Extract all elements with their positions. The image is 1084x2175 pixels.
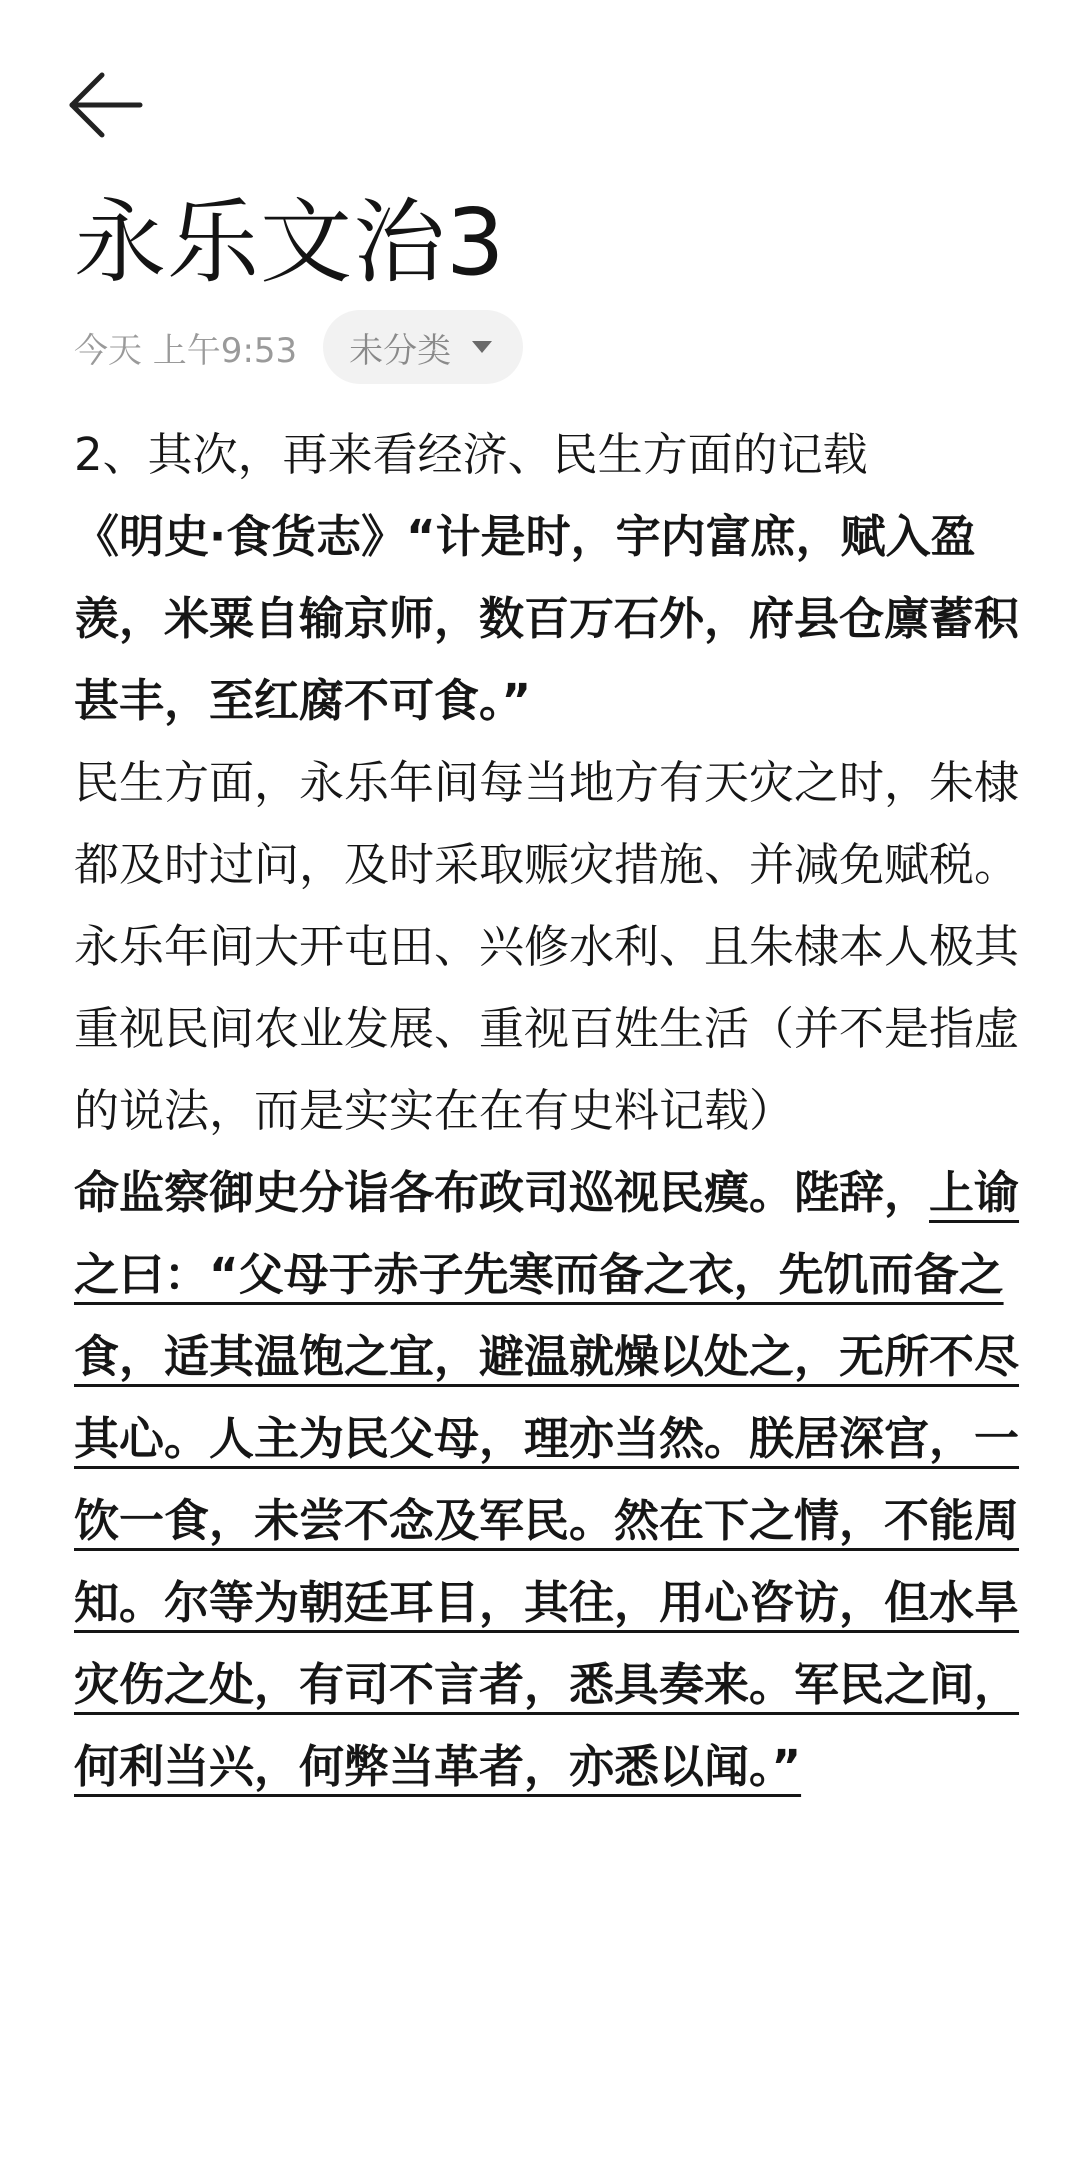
note-timestamp: 今天 上午9:53 xyxy=(74,330,298,371)
edict-quote-underlined: 上谕之曰：“父母于赤子先寒而备之衣，先饥而备之食，适其温饱之宜，避温就燥以处之，无所不尽其心。人主为民父母，理亦当然。朕居深宫，一饮一食，未尝不念及军民。然在下之情，不能周知。尔等为朝廷耳目，其往，用心咨访，但水旱灾伤之处，有司不言者，悉具奏来。军民之间，何利当兴，何弊当革者，亦悉以闻。” xyxy=(74,1166,1020,1793)
arrow-left-icon xyxy=(66,70,146,140)
category-dropdown[interactable] xyxy=(323,310,523,384)
category-label: 未分类 xyxy=(349,330,452,371)
paragraph-economy-intro: 2、其次，再来看经济、民生方面的记载 xyxy=(74,428,868,481)
paragraph-livelihood: 民生方面，永乐年间每当地方有天灾之时，朱棣都及时过问，及时采取赈灾措施、并减免赋税。永乐年间大开屯田、兴修水利、且朱棣本人极其重视民间农业发展、重视百姓生活（并不是指虚的说法，而是实实在在有史料记载） xyxy=(74,756,1020,1137)
caret-down-icon xyxy=(471,340,493,354)
back-button[interactable] xyxy=(66,70,146,140)
note-body[interactable] xyxy=(74,414,1020,1808)
paragraph-imperial-edict xyxy=(74,1152,1020,1808)
note-meta xyxy=(74,310,523,384)
edict-intro: 命监察御史分诣各布政司巡视民瘼。陛辞， xyxy=(74,1166,930,1219)
note-title[interactable]: 永乐文治3 xyxy=(74,189,506,296)
paragraph-shihuozhi-quote: 《明史·食货志》“计是时，宇内富庶，赋入盈羡，米粟自输京师，数百万石外，府县仓廪蓄积甚丰，至红腐不可食。” xyxy=(74,510,1020,727)
